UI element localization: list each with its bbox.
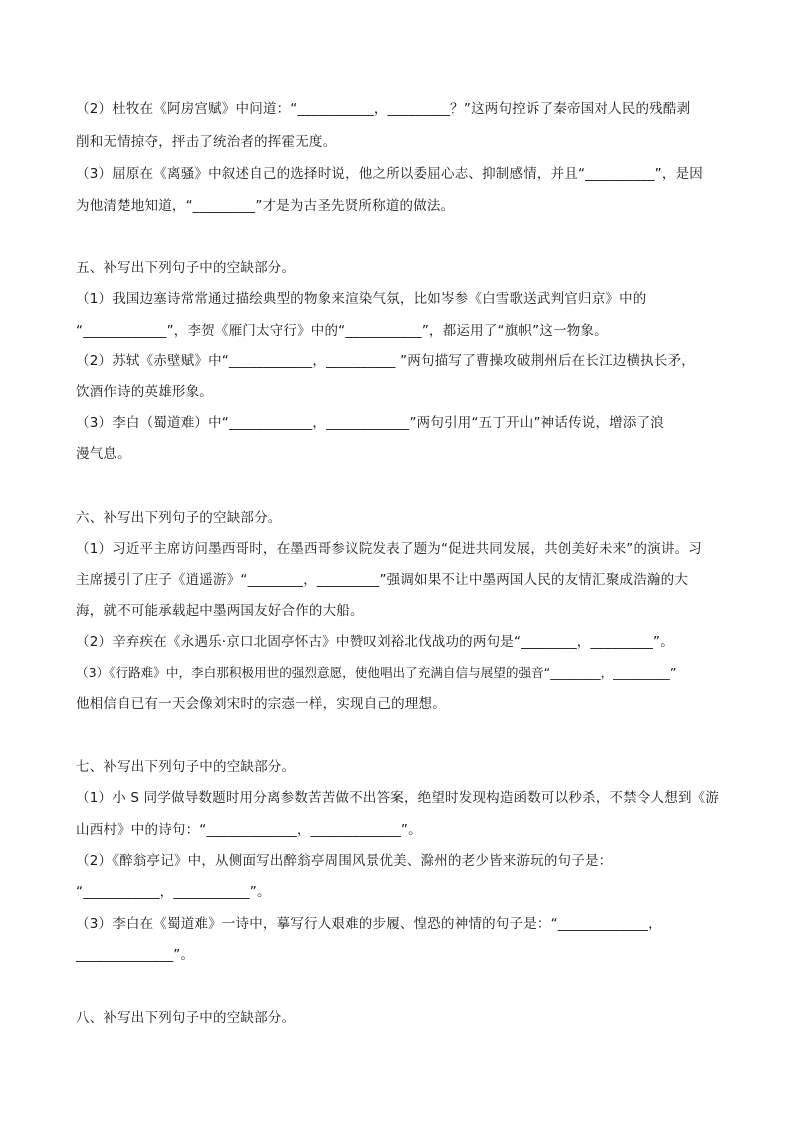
text-line: 海，就不可能承载起中墨两国友好合作的大船。 [76, 603, 364, 619]
text-line: 削和无情掠夺，抨击了统治者的挥霍无度。 [76, 134, 337, 150]
text-line: ______________”。 [76, 947, 195, 963]
text-line: “___________，___________”。 [76, 884, 271, 900]
text-line: （2）《醉翁亭记》中，从侧面写出醉翁亭周围风景优美、滁州的老少皆来游玩的句子是： [76, 853, 613, 869]
text-line: （1）习近平主席访问墨西哥时，在墨西哥参议院发表了题为“促进共同发展，共创美好未来”的演讲。习 [76, 541, 702, 557]
text-line: 他相信自已有一天会像刘宋时的宗悫一样，实现自己的理想。 [76, 696, 446, 712]
text-line: （3）李白（蜀道难）中“____________，____________”两句引用“五丁开山”神话传说，增添了浪 [76, 415, 664, 431]
text-line: 主席援引了庄子《逍遥游》“________，_________”强调如果不让中墨两国人民的友情汇聚成浩瀚的大 [76, 572, 689, 588]
section-heading-7: 七、补写出下列句子中的空缺部分。 [76, 759, 296, 775]
text-line: （1）小 S 同学做导数题时用分离参数苦苦做不出答案，绝望时发现构造函数可以秒杀，不禁令人想到《游 [76, 790, 720, 806]
text-line: （3）李白在《蜀道难》一诗中，摹写行人艰难的步履、惶恐的神情的句子是：“_____________， [76, 916, 662, 932]
text-line: 为他清楚地知道，“_________”才是为古圣先贤所称道的做法。 [76, 198, 455, 214]
section-heading-6: 六、补写出下列句子的空缺部分。 [76, 510, 282, 526]
text-line: 饮酒作诗的英雄形象。 [76, 384, 213, 400]
section-heading-5: 五、补写出下列句子中的空缺部分。 [76, 260, 296, 276]
text-line: （1）我国边塞诗常常通过描绘典型的物象来渲染气氛，比如岑参《白雪歌送武判官归京》中的 [76, 291, 647, 307]
text-line: （2）辛弃疾在《永遇乐·京口北固亭怀古》中赞叹刘裕北伐战功的两句是“________，_________”。 [76, 634, 674, 650]
text-line: （2）苏轼《赤壁赋》中“____________，__________ ”两句描写了曹操攻破荆州后在长江边横执长矛， [76, 353, 695, 369]
text-line: （3）《行路难》中，李白那积极用世的强烈意愿，使他唱出了充满自信与展望的强音“________，_________” [76, 665, 677, 680]
text-line: “____________”，李贺《雁门太守行》中的“___________”，都运用了“旗帜”这一物象。 [76, 323, 608, 339]
text-line: （3）屈原在《离骚》中叙述自己的选择时说，他之所以委屈心志、抑制感情，并且“__________”，是因 [76, 166, 703, 182]
section-heading-8: 八、补写出下列句子中的空缺部分。 [76, 1010, 296, 1026]
text-line: 山西村》中的诗句：“_____________，_____________”。 [76, 822, 422, 838]
text-line: （2）杜牧在《阿房宫赋》中问道：“___________，_________？”这两句控诉了秦帝国对人民的残酷剥 [76, 101, 691, 117]
text-line: 漫气息。 [76, 446, 131, 462]
